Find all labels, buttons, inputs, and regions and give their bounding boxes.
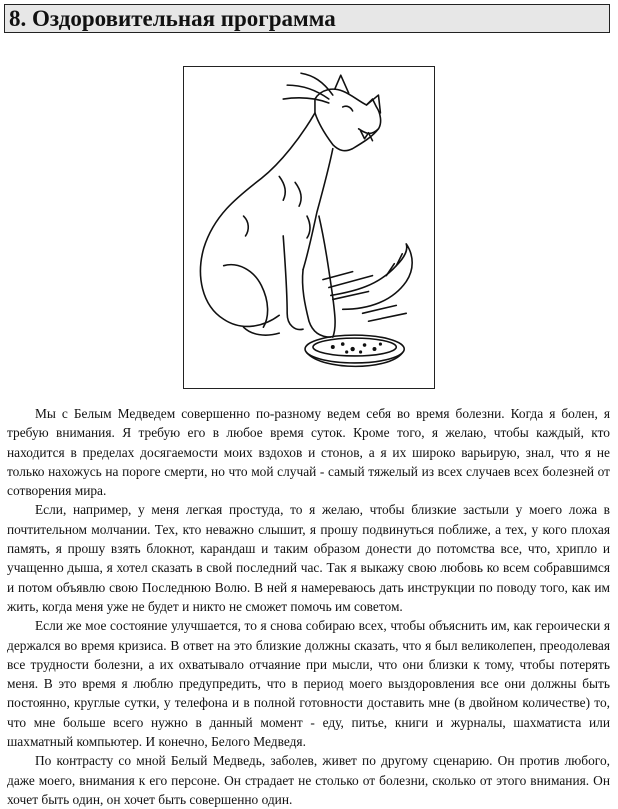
cat-head xyxy=(315,89,381,151)
paragraph: По контрасту со мной Белый Медведь, заболев, живет по другому сценарию. Он против любого, даже моего, внимания к его персоне. Он страдает не столько от болезни, сколько от этого внимания. Он хочет быть один, он хочет быть совершенно один. xyxy=(7,753,610,807)
cat-body xyxy=(200,113,314,327)
bowl-food xyxy=(331,342,382,353)
paragraph: Если, например, у меня легкая простуда, то я желаю, чтобы близкие застыли у моего ложа в почтительном молчании. Тех, кто неважно слышит, я прошу подвинуться поближе, а тех, у кого плохая память, я прошу взять блокнот, карандаш и таким образом донести до потомства все, что, хрипло и учащенно дыша, я хотел сказать в свой последний час. Так я выкажу свою любовь ко всем собравшимся и потом объявлю свою Последнюю Волю. В ней я намереваюсь дать инструкции по поводу того, как им жить, когда меня уже не будет и никто не сможет помочь им советом. xyxy=(7,502,610,614)
chapter-title: 8. Оздоровительная программа xyxy=(9,6,336,31)
body-text xyxy=(7,404,610,809)
cat-with-bowl-illustration xyxy=(184,67,434,388)
chapter-heading-box xyxy=(4,4,610,33)
paragraph: Если же мое состояние улучшается, то я снова собираю всех, чтобы объяснить им, как героически я держался во время кризиса. В ответ на это близкие должны сказать, что я был великолепен, преодолевая все трудности болезни, а их охватывало отчаяние при мысли, что они близки к тому, чтобы потерять меня. В это время я люблю предупредить, что в период моего выздоровления все они должны быть постоянно, круглые сутки, у телефона и в полной готовности доставить мне (в двойном количестве) то, что мне больше всего нужно в данный момент - еду, питье, книги и журналы, шахматиста или шахматный компьютер. И конечно, Белого Медведя. xyxy=(7,618,610,750)
illustration-frame xyxy=(183,66,435,389)
paragraph: Мы с Белым Медведем совершенно по-разному ведем себя во время болезни. Когда я болен, я требую внимания. Я требую его в любое время суток. Кроме того, я желаю, чтобы каждый, кто находится в пределах досягаемости моих вздохов и стонов, а я их широко варьирую, знал, что я не только нахожусь на пороге смерти, но что мой случай - самый тяжелый из всех случаев всех болезней от сотворения мира. xyxy=(7,406,610,499)
